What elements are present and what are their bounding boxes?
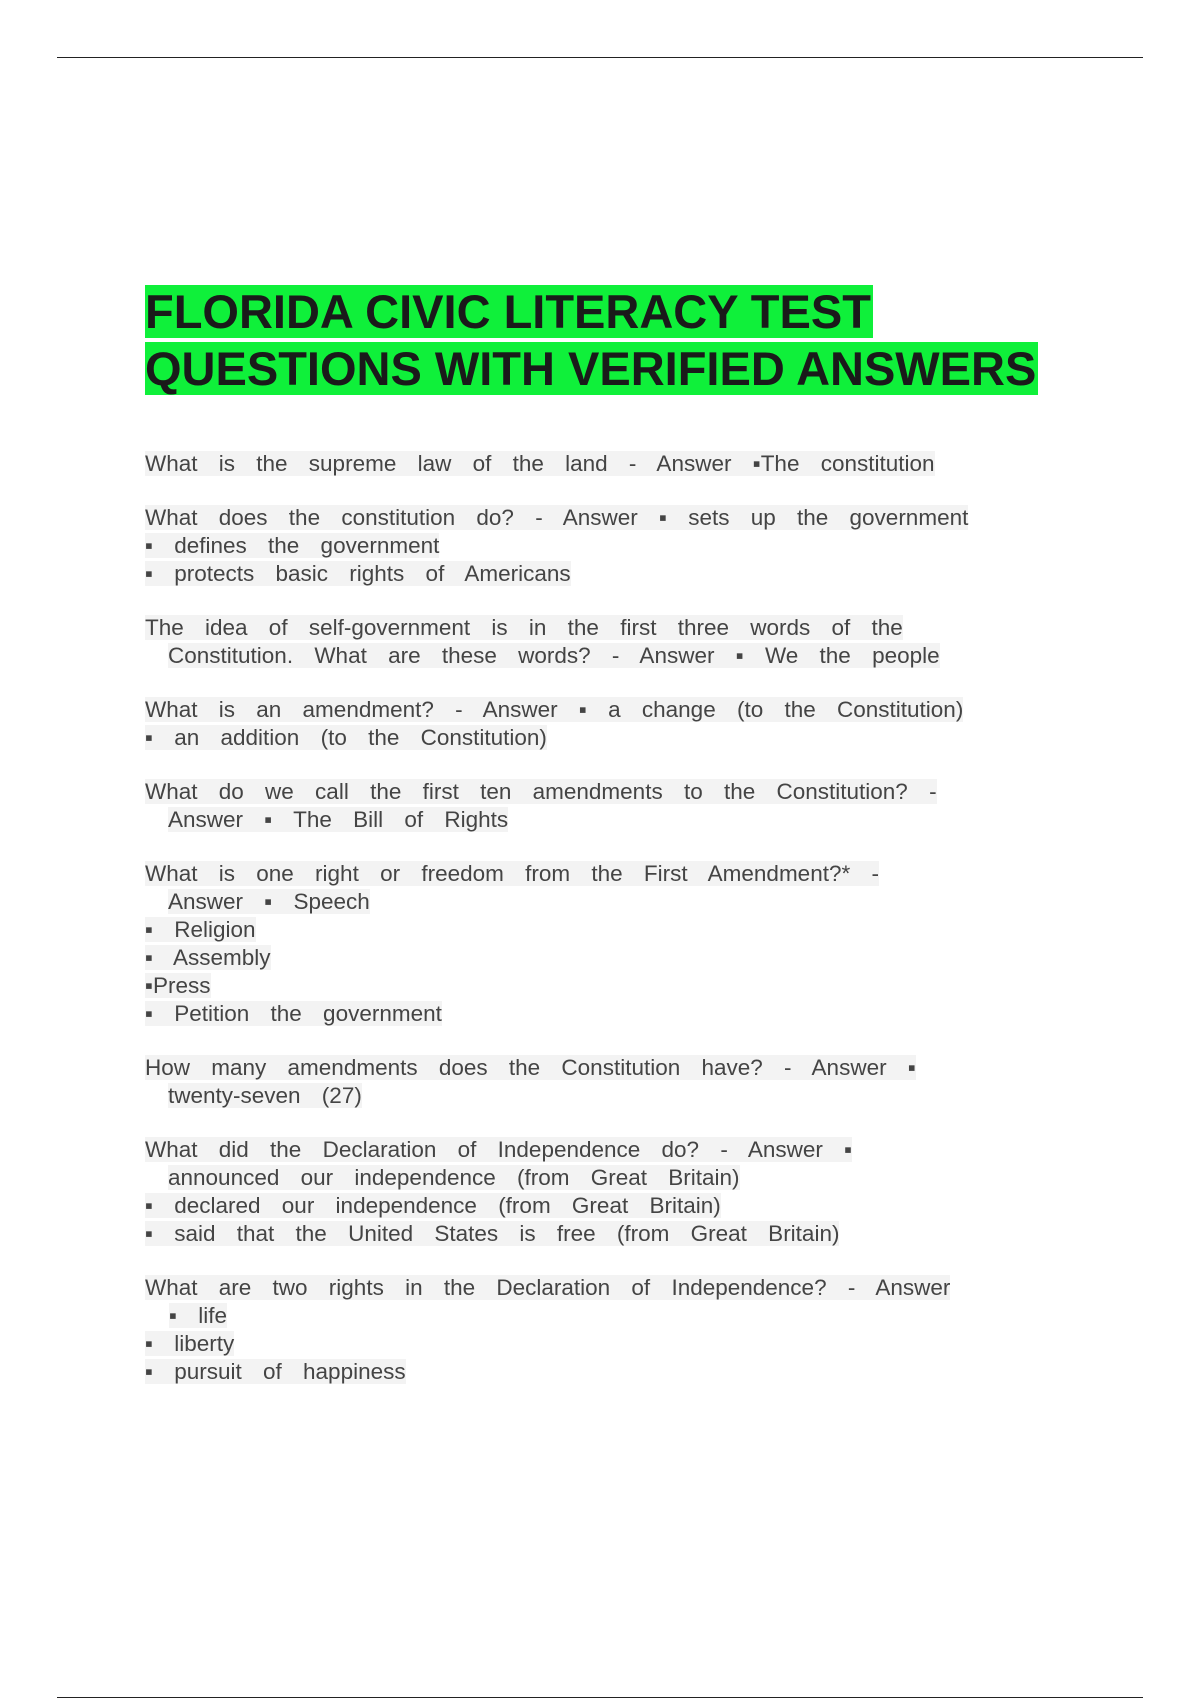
qa-line: ▪ Petition the government (145, 1001, 442, 1026)
title-line-1: FLORIDA CIVIC LITERACY TEST (145, 285, 871, 338)
qa-item (145, 696, 1095, 752)
qa-line: What is the supreme law of the land - Answer ▪The constitution (145, 451, 935, 476)
top-divider (57, 57, 1143, 58)
qa-line: ▪ said that the United States is free (from Great Britain) (145, 1221, 840, 1246)
qa-line: ▪ life (169, 1303, 227, 1328)
qa-line: How many amendments does the Constitution have? - Answer ▪ (145, 1055, 916, 1080)
qa-line: What is one right or freedom from the First Amendment?* - (145, 861, 879, 886)
qa-item (145, 504, 1095, 588)
qa-line: ▪ Assembly (145, 945, 271, 970)
document-title (145, 283, 1125, 397)
qa-item (145, 1054, 1095, 1110)
qa-line: The idea of self-government is in the first three words of the (145, 615, 903, 640)
qa-line: ▪ liberty (145, 1331, 235, 1356)
qa-line: What is an amendment? - Answer ▪ a change (to the Constitution) (145, 697, 964, 722)
qa-line: What does the constitution do? - Answer ▪ sets up the government (145, 505, 969, 530)
qa-line: What are two rights in the Declaration of Independence? - Answer (145, 1275, 951, 1300)
qa-line: ▪Press (145, 973, 211, 998)
qa-line: ▪ protects basic rights of Americans (145, 561, 571, 586)
qa-line: What did the Declaration of Independence do? - Answer ▪ (145, 1137, 853, 1162)
qa-line: twenty-seven (27) (168, 1083, 362, 1108)
title-line-2: QUESTIONS WITH VERIFIED ANSWERS (145, 342, 1037, 395)
qa-item (145, 450, 1095, 478)
qa-item (145, 860, 1095, 1028)
qa-line: ▪ declared our independence (from Great Britain) (145, 1193, 721, 1218)
qa-line: Answer ▪ The Bill of Rights (168, 807, 509, 832)
qa-item (145, 1136, 1095, 1248)
qa-line: ▪ defines the government (145, 533, 440, 558)
qa-item (145, 778, 1095, 834)
qa-item (145, 614, 1095, 670)
qa-line: ▪ pursuit of happiness (145, 1359, 406, 1384)
qa-line: What do we call the first ten amendments to the Constitution? - (145, 779, 937, 804)
qa-line: Constitution. What are these words? - Answer ▪ We the people (168, 643, 940, 668)
bottom-divider (57, 1697, 1143, 1698)
qa-line: ▪ Religion (145, 917, 256, 942)
qa-list (145, 450, 1095, 1412)
qa-line: ▪ an addition (to the Constitution) (145, 725, 547, 750)
qa-item (145, 1274, 1095, 1386)
qa-line: Answer ▪ Speech (168, 889, 370, 914)
qa-line: announced our independence (from Great Britain) (168, 1165, 740, 1190)
